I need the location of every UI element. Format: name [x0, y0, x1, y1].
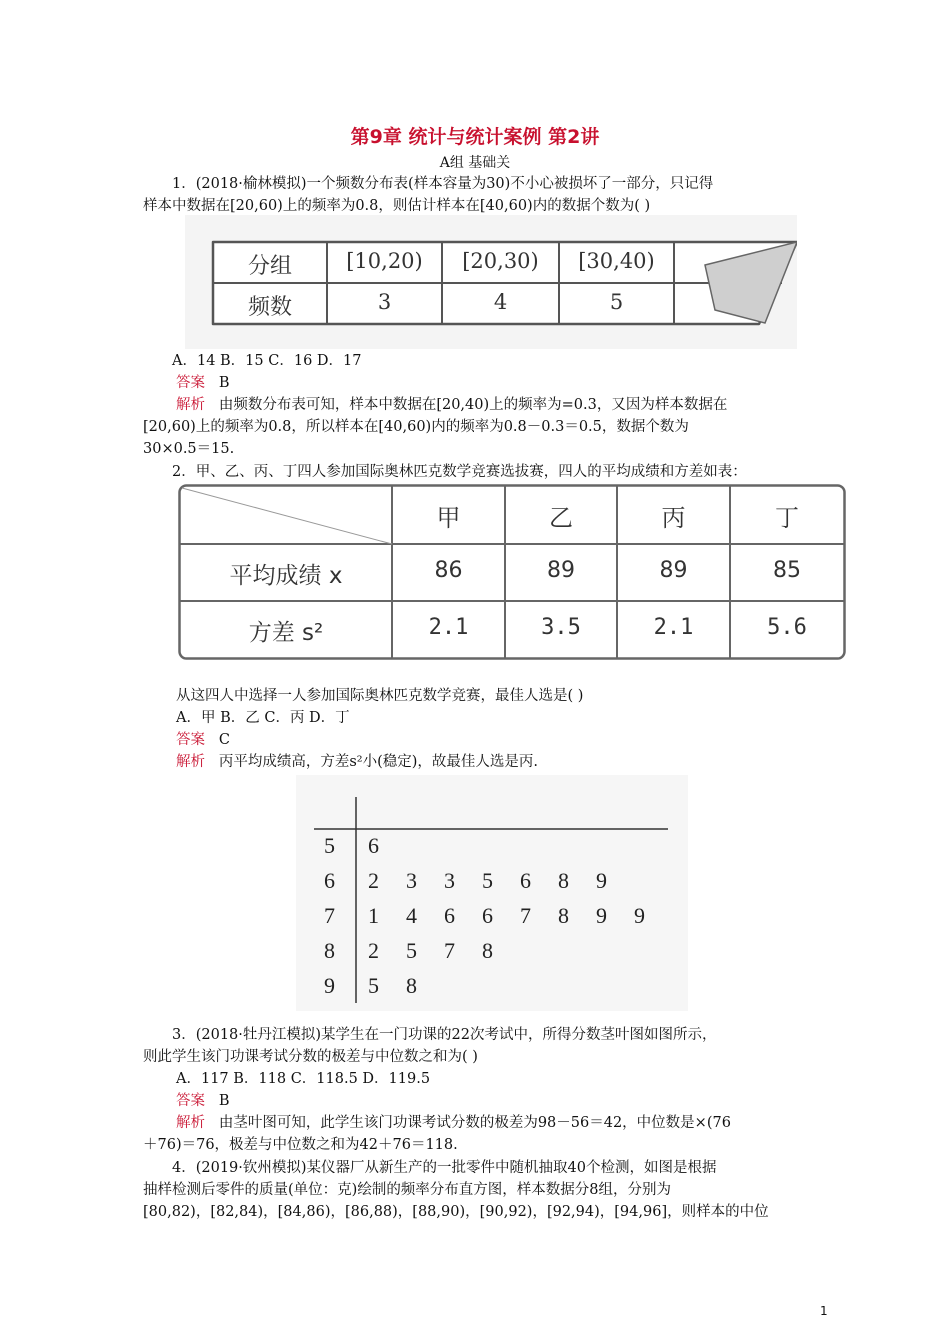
stem-leaf-plot [296, 775, 688, 1011]
q1-table-header-group: 分组 [247, 254, 292, 279]
q2-row2-value: 2.1 [653, 615, 694, 640]
leaf-value: 8 [482, 938, 493, 963]
q1-table-header-3: [30,40) [578, 249, 655, 273]
stem-value: 8 [324, 938, 335, 963]
leaf-value: 3 [406, 868, 417, 893]
q1-analysis-line1 [176, 395, 727, 415]
q1-table-row-label: 频数 [247, 295, 292, 320]
leaf-value: 8 [558, 903, 569, 928]
stem-value: 9 [324, 973, 335, 998]
q2-header-ding: 丁 [775, 504, 799, 532]
leaf-value: 2 [368, 938, 379, 963]
q2-row1-value: 89 [547, 558, 575, 583]
q2-header-jia: 甲 [436, 504, 461, 532]
q2-row1-value: 89 [659, 558, 688, 583]
leaf-value: 6 [482, 903, 493, 928]
q1-analysis-text1: 由频数分布表可知，样本中数据在[20,40)上的频率为=0.3，又因为样本数据在 [218, 397, 728, 413]
leaf-value: 1 [368, 903, 379, 928]
q3-analysis-line2: ＋76)＝76，极差与中位数之和为42＋76＝118. [143, 1137, 458, 1153]
q3-analysis-text1: 由茎叶图可知，此学生该门功课考试分数的极差为98－56＝42，中位数是×(76 [218, 1115, 731, 1131]
leaf-value: 9 [596, 868, 607, 893]
q2-score-table [178, 484, 846, 660]
leaf-value: 6 [368, 833, 379, 858]
q2-analysis-text: 丙平均成绩高，方差s²小(稳定)，故最佳人选是丙. [218, 754, 539, 770]
leaf-value: 3 [444, 868, 455, 893]
q2-row1-label: 平均成绩 x [229, 563, 343, 589]
q1-answer-value: B [218, 375, 230, 391]
q2-header-bing: 丙 [661, 504, 686, 532]
q2-options: A．甲 B．乙 C．丙 D．丁 [176, 710, 350, 726]
q2-question: 从这四人中选择一人参加国际奥林匹克数学竞赛，最佳人选是( ) [176, 688, 584, 704]
stem-value: 5 [324, 833, 335, 858]
page-number: 1 [820, 1304, 828, 1318]
q1-table-value-1: 3 [377, 290, 392, 314]
q1-table-value-2: 4 [493, 290, 508, 314]
q1-table-header-1: [10,20) [346, 249, 423, 273]
q1-analysis-line3: 30×0.5＝15. [143, 441, 235, 457]
q2-line1: 2．甲、乙、丙、丁四人参加国际奥林匹克数学竞赛选拔赛，四人的平均成绩和方差如表： [172, 464, 747, 480]
q2-header-yi: 乙 [549, 504, 573, 532]
leaf-value: 6 [520, 868, 531, 893]
q3-line1: 3．(2018·牡丹江模拟)某学生在一门功课的22次考试中，所得分数茎叶图如图所示， [172, 1027, 717, 1043]
q2-row1-value: 86 [434, 558, 463, 583]
q3-analysis-label: 解析 [176, 1115, 205, 1131]
q1-line2: 样本中数据在[20,60)上的频率为0.8，则估计样本在[40,60)内的数据个数为( ) [143, 198, 651, 214]
q3-analysis-line1 [176, 1113, 731, 1133]
q1-options: A．14 B．15 C．16 D．17 [172, 353, 362, 369]
leaf-value: 4 [406, 903, 417, 928]
q1-line1: 1．(2018·榆林模拟)一个频数分布表(样本容量为30)不小心被损坏了一部分，只记得 [172, 176, 714, 192]
stem-value: 6 [324, 868, 335, 893]
leaf-value: 5 [368, 973, 379, 998]
q2-row2-value: 2.1 [428, 615, 469, 640]
q1-frequency-table [185, 215, 797, 349]
q1-answer-label: 答案 [176, 375, 205, 391]
q1-answer [176, 373, 229, 393]
q2-row1-value: 85 [773, 558, 801, 583]
q4-line2: 抽样检测后零件的质量(单位：克)绘制的频率分布直方图，样本数据分8组，分别为 [143, 1182, 672, 1198]
stem-value: 7 [324, 903, 335, 928]
q2-row2-value: 3.5 [541, 615, 581, 640]
q3-options: A．117 B．118 C．118.5 D．119.5 [176, 1071, 431, 1087]
q1-analysis-line2: [20,60)上的频率为0.8，所以样本在[40,60)内的频率为0.8－0.3＝0.5，数据个数为 [143, 419, 689, 435]
page-title: 第9章 统计与统计案例 第2讲 [350, 126, 600, 148]
q3-answer-value: B [218, 1093, 230, 1109]
leaf-value: 7 [444, 938, 455, 963]
q3-line2: 则此学生该门功课考试分数的极差与中位数之和为( ) [143, 1049, 478, 1065]
leaf-value: 9 [596, 903, 607, 928]
leaf-value: 8 [406, 973, 417, 998]
q3-answer-label: 答案 [176, 1093, 205, 1109]
section-subtitle: A组 基础关 [439, 155, 511, 171]
q4-line1: 4．(2019·钦州模拟)某仪器厂从新生产的一批零件中随机抽取40个检测，如图是根据 [172, 1160, 717, 1176]
q2-answer [176, 730, 230, 750]
q2-answer-label: 答案 [176, 732, 205, 748]
leaf-value: 5 [482, 868, 493, 893]
q2-analysis-label: 解析 [176, 754, 205, 770]
q4-line3: [80,82)，[82,84)，[84,86)，[86,88)，[88,90)，[90,92)，[92,94)，[94,96]，则样本的中位 [143, 1204, 769, 1220]
q2-row2-label: 方差 s² [248, 620, 324, 646]
q3-answer [176, 1091, 229, 1111]
leaf-value: 5 [406, 938, 417, 963]
q1-table-value-3: 5 [609, 290, 624, 314]
q2-row2-value: 5.6 [767, 615, 807, 640]
leaf-value: 6 [444, 903, 455, 928]
q1-analysis-label: 解析 [176, 397, 205, 413]
leaf-value: 9 [634, 903, 645, 928]
leaf-value: 7 [520, 903, 531, 928]
q2-analysis [176, 752, 538, 772]
leaf-value: 8 [558, 868, 569, 893]
q2-answer-value: C [218, 732, 230, 748]
q1-table-header-2: [20,30) [462, 249, 539, 273]
leaf-value: 2 [368, 868, 379, 893]
